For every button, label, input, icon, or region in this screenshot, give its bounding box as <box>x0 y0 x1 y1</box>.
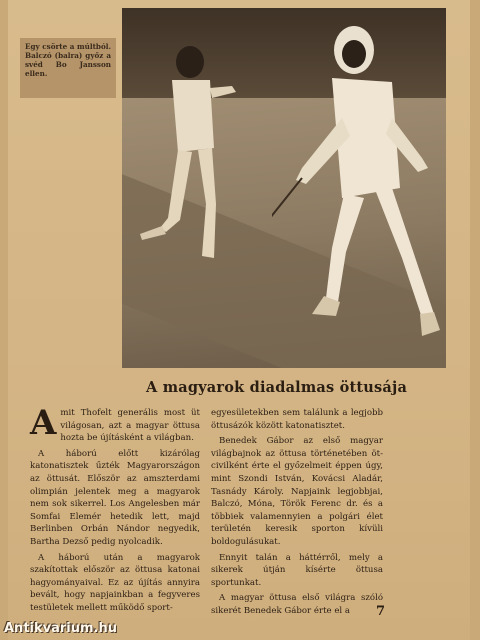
article-column-left <box>30 403 200 618</box>
drop-cap: A <box>30 403 57 443</box>
article-paragraph: A magyar öttusa első világra szóló sikerét Benedek Gábor érte el a <box>211 593 383 616</box>
fencer-left-figure <box>132 28 242 268</box>
photo-caption: Egy csörte a múltból. Balczó (balra) győz a svéd Bo Jansson ellen. <box>20 38 116 98</box>
article-paragraph: Benedek Gábor az első magyar világbajnok az öttusa történetében öt-civilként érte el győzelmeit éppen úgy, mint Szondi István, Kovácsi Aladár, Tasnády Károly. Napjaink legjobbjai, Balczó, Móna, Török Ferenc dr. és a többiek valamennyien a polgári élet területén keresik sporton kívüli boldogulásukat. <box>211 436 383 547</box>
fencer-right-figure <box>272 18 442 358</box>
article-paragraph: A háború előtt kizárólag katonatisztek űzték Magyarországon az öttusát. Először az amszterdami olimpián jelentek meg a magyarok nem sok sikerrel. Los Angelesben már Somfai Elemér hetedik lett, majd Berlinben Orbán Nándor negyedik, Bartha Dezső pedig nyolcadik. <box>30 448 200 547</box>
page-number: 7 <box>376 604 386 619</box>
article-paragraph: Ennyit talán a háttérről, mely a sikerek útján kísérte öttusa sportunkat. <box>211 552 383 588</box>
article-headline: A magyarok diadalmas öttusája <box>146 379 408 396</box>
article-paragraph: A háború után a magyarok szakítottak először az öttusa katonai hagyományaival. Ez az újítás annyira bevált, hogy napjainkban a fegyveres testületek mellett működő sport- <box>30 552 200 613</box>
site-watermark: Antikvarium.hu <box>4 621 117 636</box>
magazine-page <box>8 0 470 640</box>
article-paragraph <box>30 403 200 445</box>
article-paragraph-text: mit Thofelt generális most üt világosan, azt a magyar öttusa hozta be újításként a világban. <box>60 408 200 444</box>
article-paragraph: egyesületekben sem találunk a legjobb öttusázók között katonatisztet. <box>211 408 383 431</box>
fencing-photo <box>122 8 446 368</box>
article-column-right <box>211 407 386 621</box>
